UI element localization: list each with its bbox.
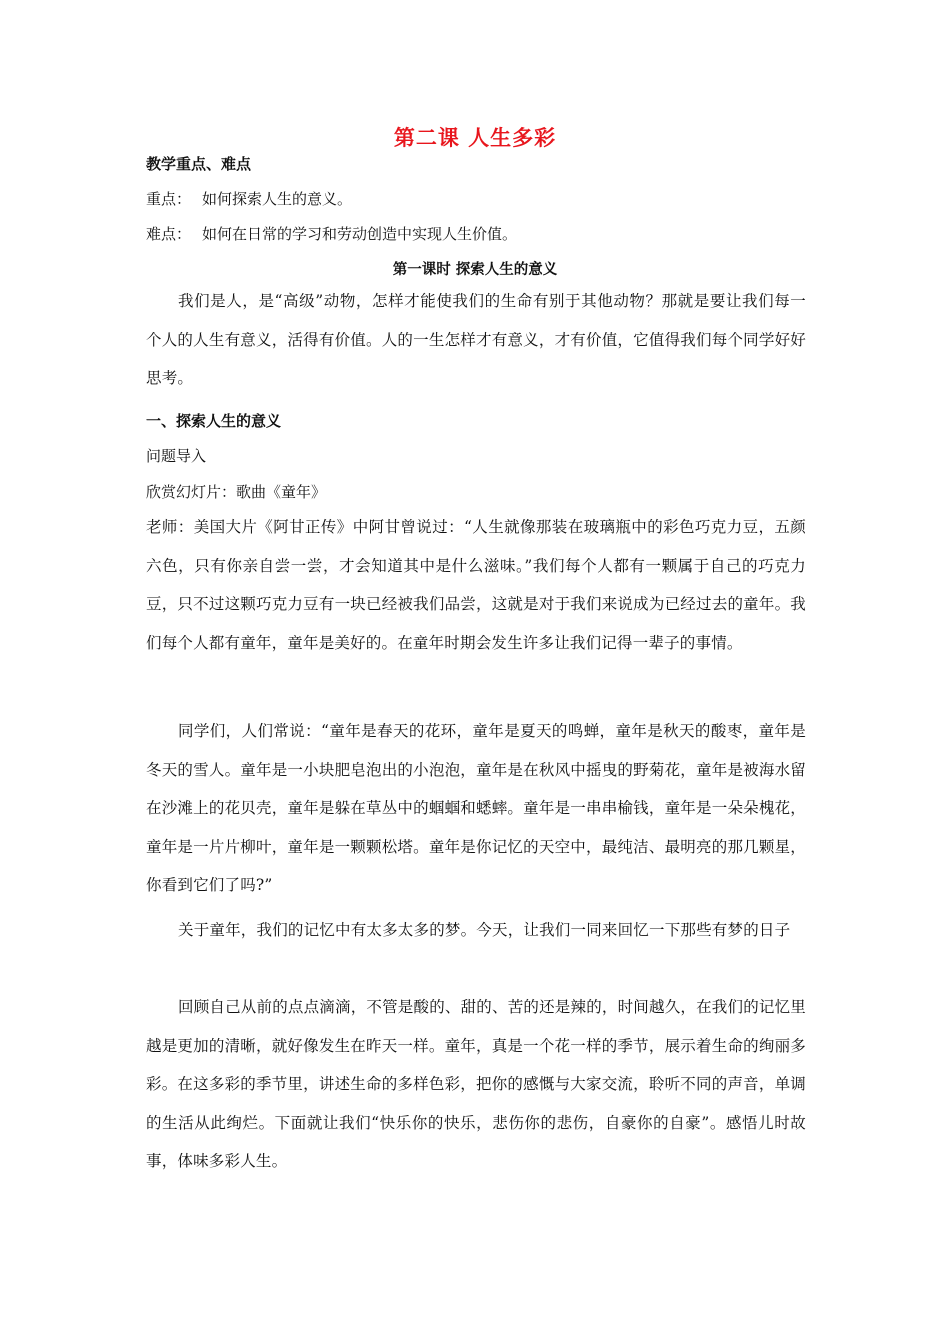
focus-line [146,189,806,209]
slide-line [146,482,806,502]
slide-text: 欣赏幻灯片：歌曲《童年》 [146,483,327,501]
section1-heading: 一、探索人生的意义 [146,412,282,430]
intro-paragraph: 我们是人，是“高级”动物，怎样才能使我们的生命有别于其他动物？那就是要让我们每一个人的人生有意义，活得有价值。人的一生怎样才有意义，才有价值，它值得我们每个同学好好思考。 [146,292,806,387]
question-intro: 问题导入 [146,447,207,465]
focus-label: 重点： [146,190,192,208]
key-points-section [146,154,806,174]
difficulty-line [146,224,806,244]
teacher-paragraph: 老师：美国大片《阿甘正传》中阿甘曾说过：“人生就像那装在玻璃瓶中的彩色巧克力豆，五颜六色，只有你亲自尝一尝，才会知道其中是什么滋味。”我们每个人都有一颗属于自己的巧克力豆，只不过这颗巧克力豆有一块已经被我们品尝，这就是对于我们来说成为已经过去的童年。我们每个人都有童年，童年是美好的。在童年时期会发生许多让我们记得一辈子的事情。 [146,518,806,652]
dreams-paragraph: 关于童年，我们的记忆中有太多太多的梦。今天，让我们一同来回忆一下那些有梦的日子 [178,921,791,939]
page-title: 第二课 人生多彩 [393,126,557,150]
focus-text: 如何探索人生的意义。 [202,190,353,208]
question-intro-line [146,446,806,466]
key-points-heading: 教学重点、难点 [146,155,252,173]
section1 [146,411,806,431]
lesson-subtitle: 第一课时 探索人生的意义 [392,262,558,278]
review-paragraph: 回顾自己从前的点点滴滴，不管是酸的、甜的、苦的还是辣的，时间越久，在我们的记忆里越是更加的清晰，就好像发生在昨天一样。童年，真是一个花一样的季节，展示着生命的绚丽多彩。在这多彩的季节里，讲述生命的多样色彩，把你的感慨与大家交流，聆听不同的声音，单调的生活从此绚烂。下面就让我们“快乐你的快乐，悲伤你的悲伤，自豪你的自豪”。感悟儿时故事，体味多彩人生。 [146,998,807,1170]
classmates-paragraph: 同学们，人们常说：“童年是春天的花环，童年是夏天的鸣蝉，童年是秋天的酸枣，童年是冬天的雪人。童年是一小块肥皂泡出的小泡泡，童年是在秋风中摇曳的野菊花，童年是被海水留在沙滩上的花贝壳，童年是躲在草丛中的蝈蝈和蟋蟀。童年是一串串榆钱，童年是一朵朵槐花，童年是一片片柳叶，童年是一颗颗松塔。童年是你记忆的天空中，最纯洁、最明亮的那几颗星，你看到它们了吗?” [146,722,806,894]
difficulty-label: 难点： [146,225,192,243]
difficulty-text: 如何在日常的学习和劳动创造中实现人生价值。 [202,225,518,243]
